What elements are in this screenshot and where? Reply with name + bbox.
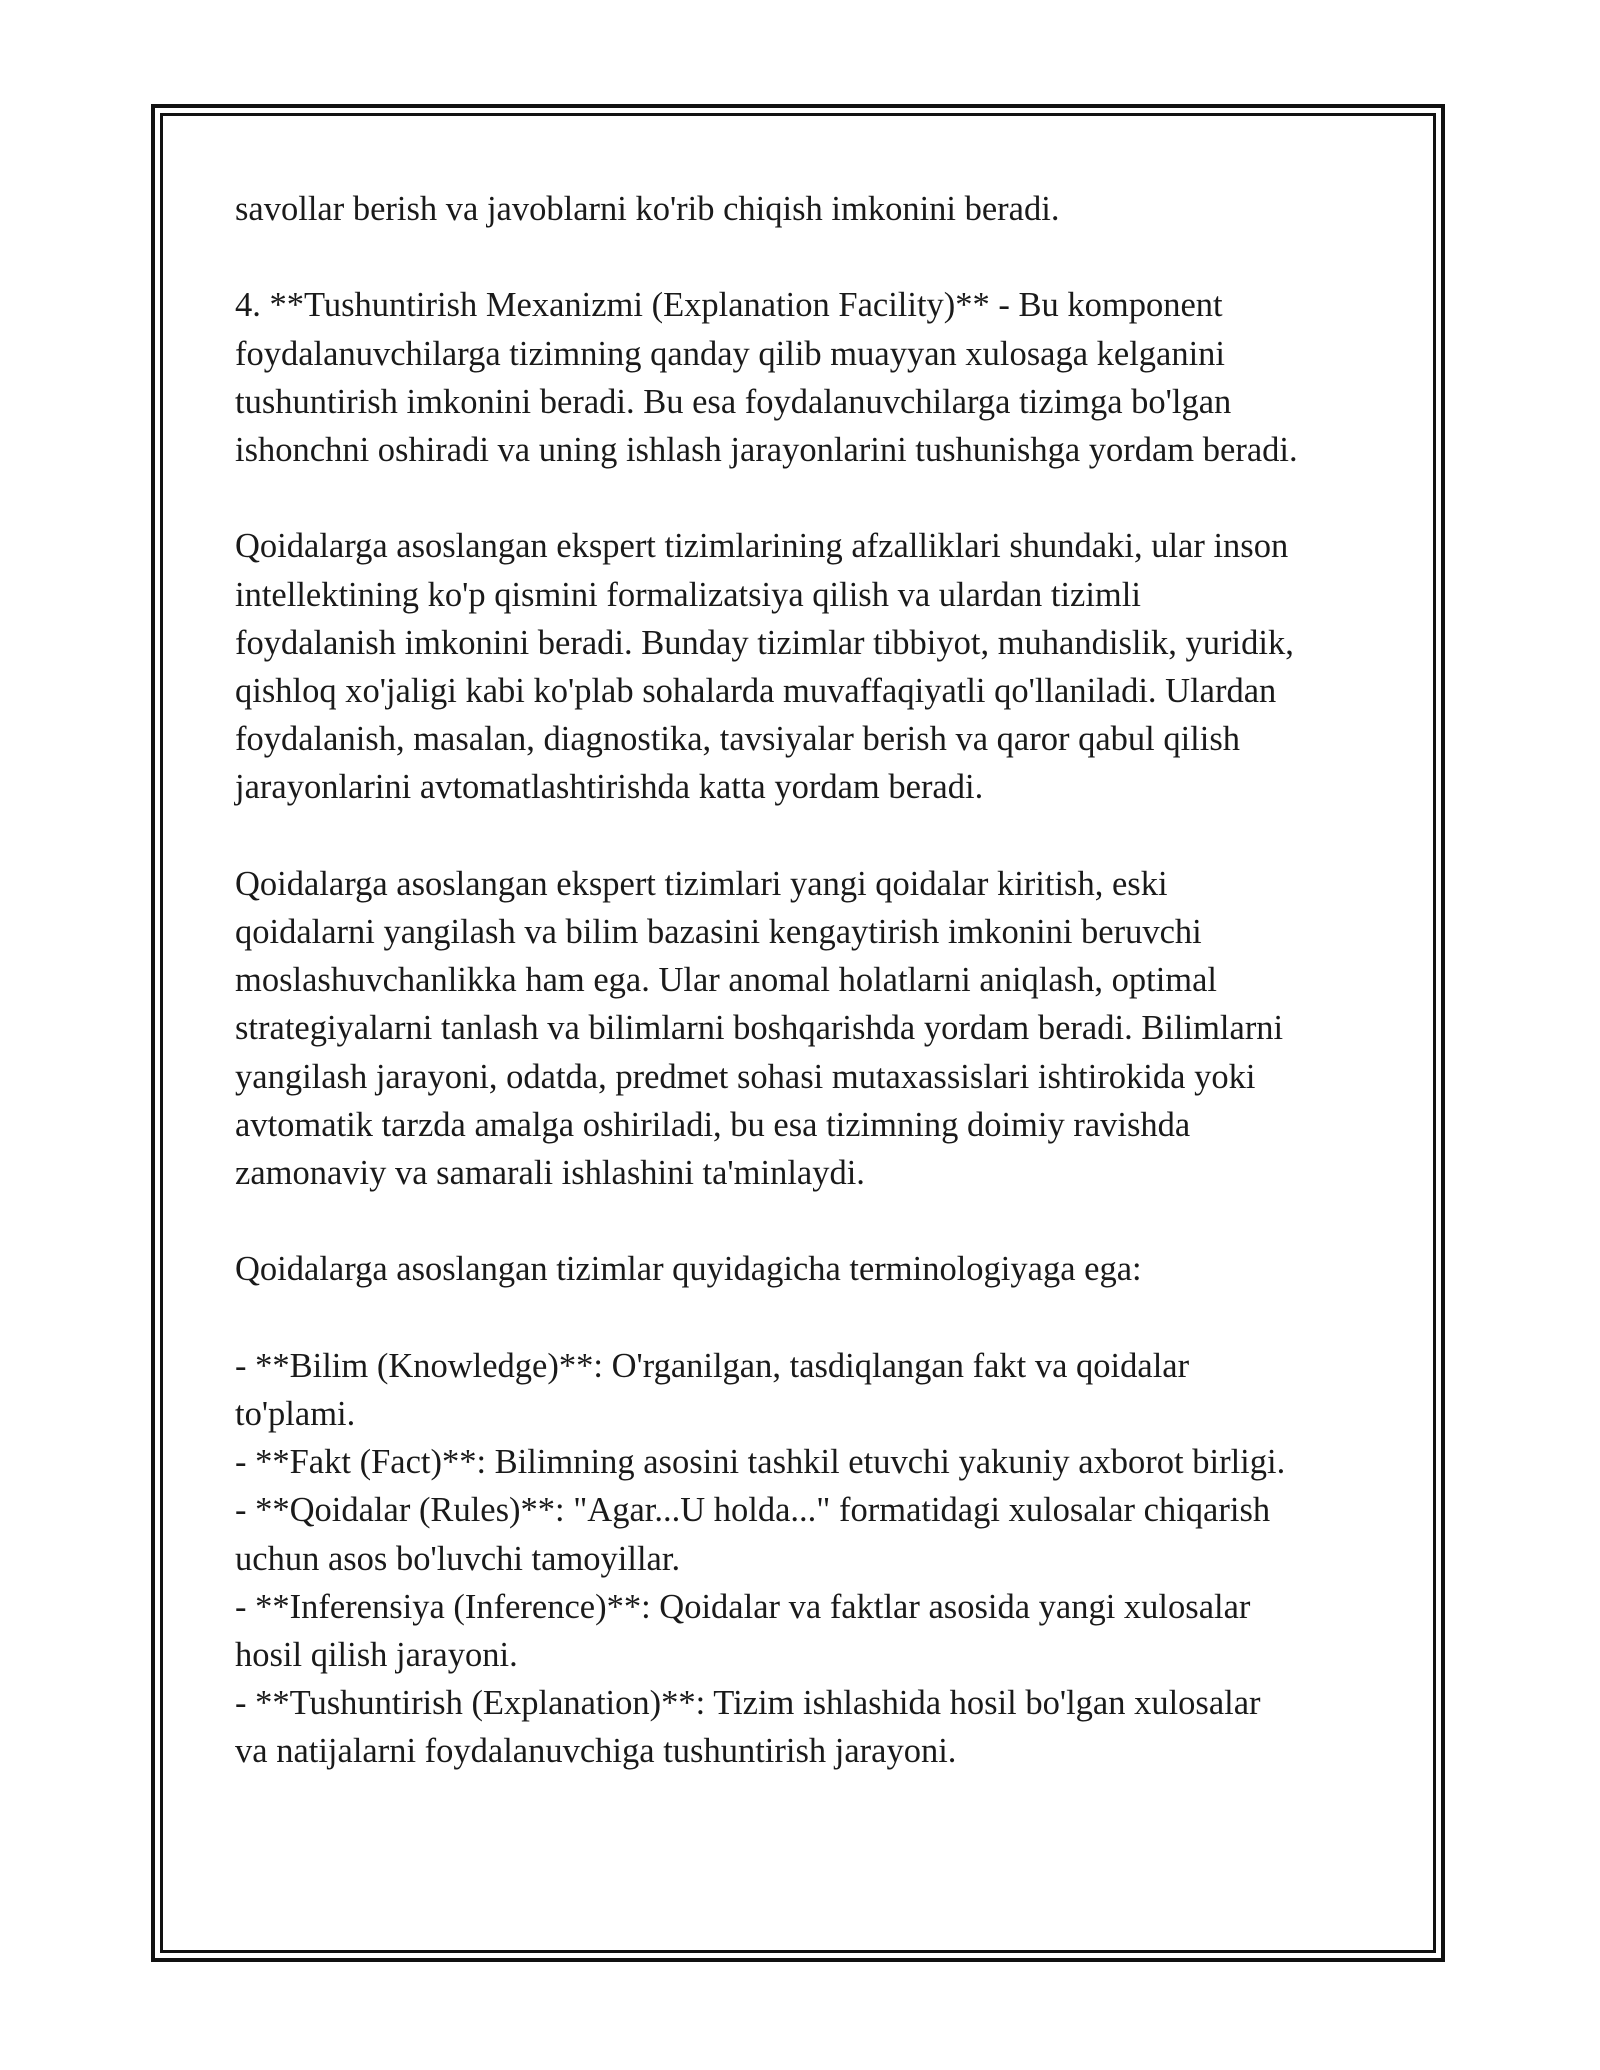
paragraph-terminology-intro — [235, 1245, 1375, 1293]
text-line: tushuntirish imkonini beradi. Bu esa foydalanuvchilarga tizimga bo'lgan — [235, 382, 1232, 421]
paragraph-explanation-facility — [235, 281, 1375, 474]
text-line: savollar berish va javoblarni ko'rib chiqish imkonini beradi. — [235, 190, 1060, 228]
list-item-line: - **Fakt (Fact)**: Bilimning asosini tashkil etuvchi yakuniy axborot birligi. — [235, 1443, 1286, 1482]
text-line: yangilash jarayoni, odatda, predmet sohasi mutaxassislari ishtirokida yoki — [235, 1057, 1256, 1096]
list-item-line: - **Tushuntirish (Explanation)**: Tizim ishlashida hosil bo'lgan xulosalar — [235, 1684, 1261, 1723]
text-line: Qoidalarga asoslangan ekspert tizimlarining afzalliklari shundaki, ular inson — [235, 527, 1289, 566]
text-line: ishonchni oshiradi va uning ishlash jarayonlarini tushunishga yordam beradi. — [235, 431, 1298, 469]
paragraph-intro-continuation — [235, 185, 1375, 233]
text-line: Qoidalarga asoslangan tizimlar quyidagicha terminologiyaga ega: — [235, 1250, 1142, 1289]
text-line: moslashuvchanlikka ham ega. Ular anomal holatlarni aniqlash, optimal — [235, 961, 1218, 1000]
text-line: qoidalarni yangilash va bilim bazasini kengaytirish imkonini beruvchi — [235, 913, 1202, 951]
text-line: foydalanish, masalan, diagnostika, tavsiyalar berish va qaror qabul qilish — [235, 720, 1241, 759]
text-line: 4. **Tushuntirish Mexanizmi (Explanation Facility)** - Bu komponent — [235, 286, 1223, 325]
text-line: avtomatik tarzda amalga oshiriladi, bu esa tizimning doimiy ravishda — [235, 1105, 1191, 1144]
text-line: foydalanish imkonini beradi. Bunday tizimlar tibbiyot, muhandislik, yuridik, — [235, 623, 1294, 662]
text-line: jarayonlarini avtomatlashtirishda katta yordam beradi. — [235, 768, 984, 807]
list-item-line: - **Inferensiya (Inference)**: Qoidalar va faktlar asosida yangi xulosalar — [235, 1587, 1251, 1626]
list-item-line: hosil qilish jarayoni. — [235, 1636, 518, 1675]
list-item-line: uchun asos bo'luvchi tamoyillar. — [235, 1539, 681, 1578]
text-line: intellektining ko'p qismini formalizatsiya qilish va ulardan tizimli — [235, 575, 1141, 614]
text-line: Qoidalarga asoslangan ekspert tizimlari yangi qoidalar kiritish, eski — [235, 864, 1168, 903]
text-line: foydalanuvchilarga tizimning qanday qilib muayyan xulosaga kelganini — [235, 334, 1226, 373]
list-item-line: - **Qoidalar (Rules)**: "Agar...U holda..." formatidagi xulosalar chiqarish — [235, 1491, 1271, 1530]
paragraph-advantages — [235, 522, 1375, 811]
list-item-line: - **Bilim (Knowledge)**: O'rganilgan, tasdiqlangan fakt va qoidalar — [235, 1346, 1190, 1385]
document-body — [235, 185, 1375, 1776]
list-item-line: va natijalarni foydalanuvchiga tushuntirish jarayoni. — [235, 1732, 957, 1771]
text-line: strategiyalarni tanlash va bilimlarni boshqarishda yordam beradi. Bilimlarni — [235, 1009, 1284, 1048]
terminology-list — [235, 1342, 1375, 1776]
text-line: zamonaviy va samarali ishlashini ta'minlaydi. — [235, 1154, 865, 1193]
text-line: qishloq xo'jaligi kabi ko'plab sohalarda muvaffaqiyatli qo'llaniladi. Ulardan — [235, 672, 1277, 710]
paragraph-flexibility — [235, 860, 1375, 1197]
list-item-line: to'plami. — [235, 1395, 356, 1433]
